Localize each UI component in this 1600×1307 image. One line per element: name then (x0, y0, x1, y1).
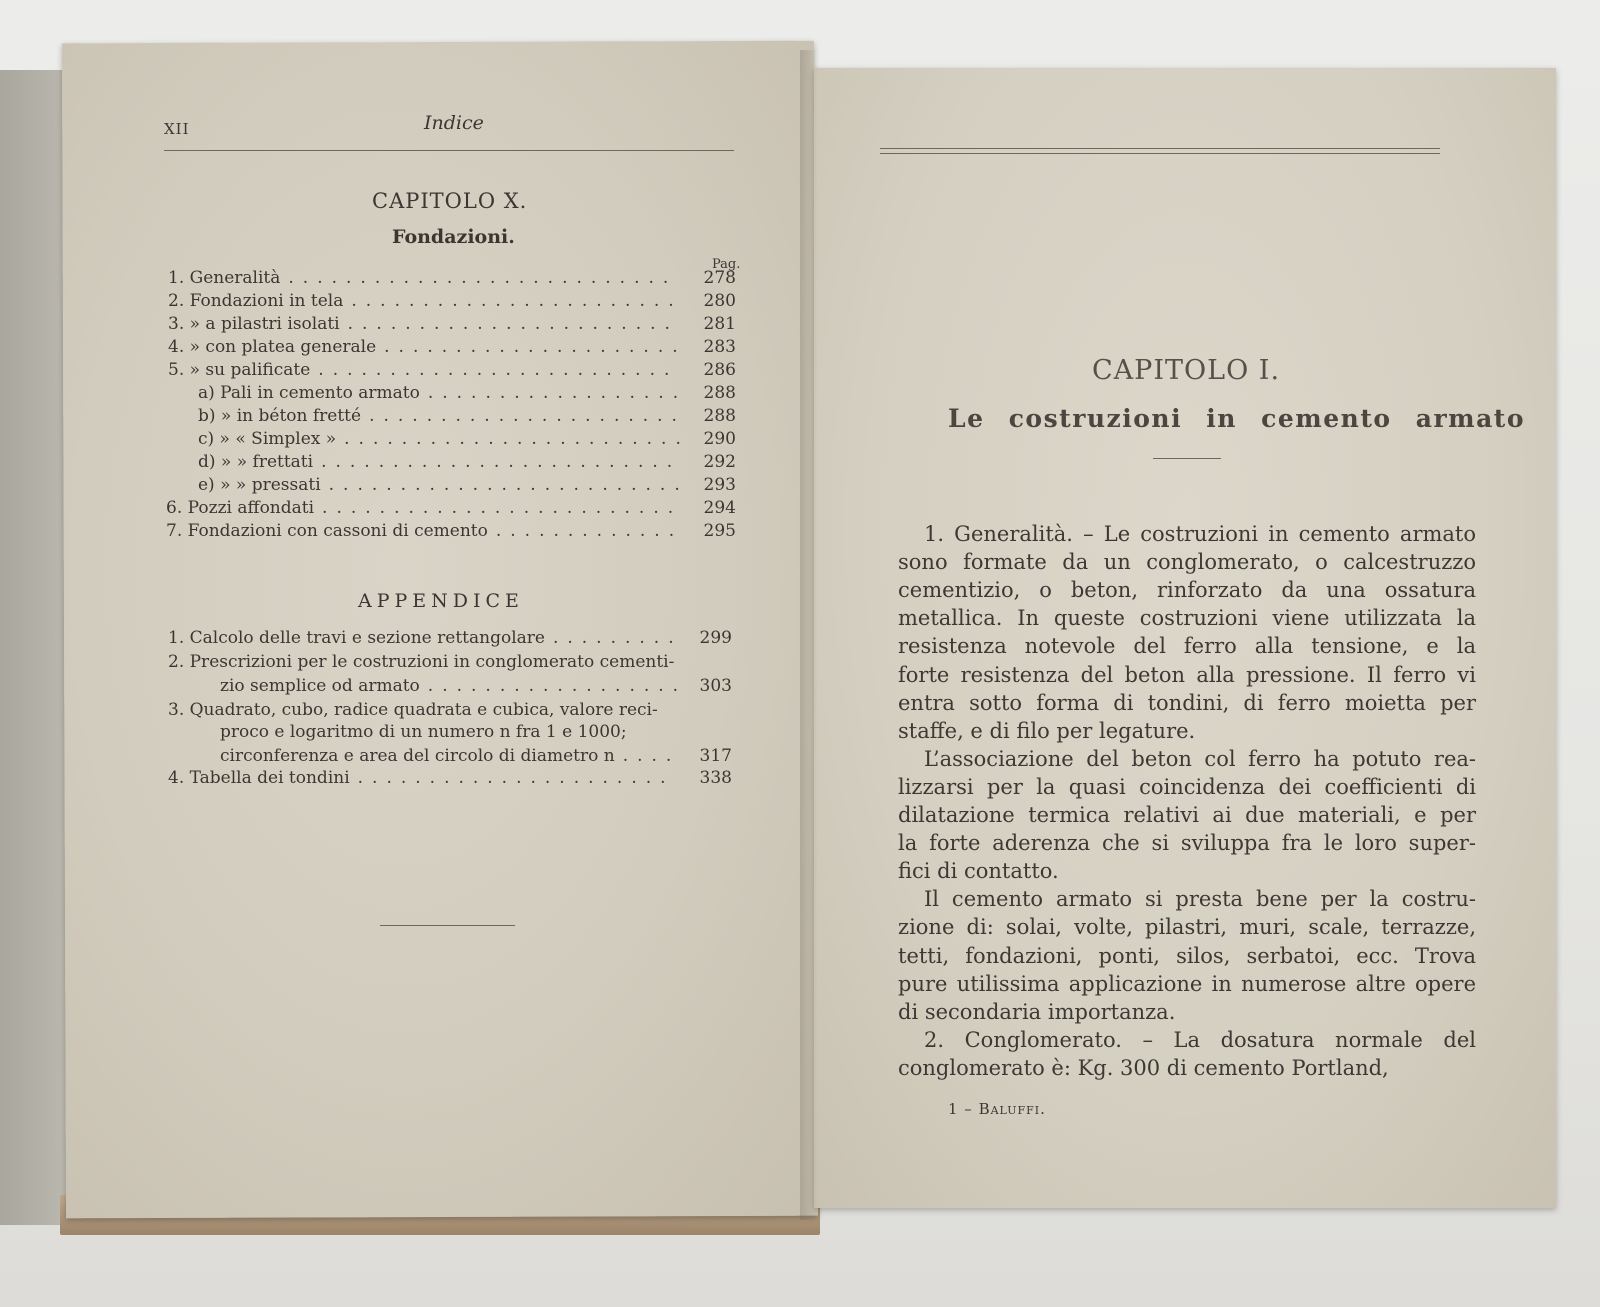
toc-entry (166, 521, 736, 543)
chapter-subtitle-right: Le costruzioni in cemento armato (948, 404, 1526, 433)
appendix-entry-label: 3. Quadrato, cubo, radice quadrata e cubica, valore reci- (168, 700, 658, 720)
body-text-line: conglomerato è: Kg. 300 di cemento Portland, (898, 1055, 1389, 1080)
toc-leader-dots: .................. (427, 383, 688, 403)
appendix-leader-dots: ...................... (357, 768, 675, 788)
toc-entry (198, 383, 736, 405)
toc-leader-dots: ......................... (321, 452, 682, 472)
appendix-entry-page: 299 (699, 628, 732, 648)
toc-entry (168, 291, 736, 313)
toc-entry-label: 1. Generalità (168, 268, 281, 288)
toc-entry-label: d) » » frettati (198, 452, 314, 472)
header-rule-right-bottom (880, 153, 1440, 154)
body-text-line: metallica. In queste costruzioni viene utilizzata la (898, 606, 1476, 631)
chapter-heading-left: CAPITOLO X. (372, 189, 528, 213)
appendix-leader-dots: .... (622, 746, 681, 766)
toc-entry-page: 288 (703, 383, 736, 403)
header-rule-right-top (880, 148, 1440, 149)
toc-entry-label: c) » « Simplex » (198, 429, 337, 449)
appendix-entry (168, 628, 732, 650)
body-text-line: la forte aderenza che si sviluppa fra le loro super- (898, 831, 1476, 856)
toc-entry-page: 281 (703, 314, 736, 334)
toc-leader-dots: ....................... (351, 291, 683, 311)
chapter-subtitle-left: Fondazioni. (392, 226, 515, 248)
toc-entry-page: 278 (703, 268, 736, 288)
toc-entry-label: a) Pali in cemento armato (198, 383, 420, 403)
toc-entry (168, 314, 736, 336)
toc-entry-page: 290 (703, 429, 736, 449)
toc-leader-dots: ...................... (369, 406, 686, 426)
book-gutter (800, 50, 830, 1220)
toc-leader-dots: ..................... (384, 337, 687, 357)
toc-leader-dots: ........................ (344, 429, 690, 449)
appendix-leader-dots: .................. (427, 676, 688, 696)
toc-entry-page: 286 (703, 360, 736, 380)
toc-leader-dots: ......................... (318, 360, 679, 380)
body-text-line: resistenza notevole del ferro alla tensione, e la (898, 634, 1476, 659)
toc-leader-dots: ......................... (322, 498, 683, 518)
appendix-entry-label: 4. Tabella dei tondini (168, 768, 350, 788)
body-text-line: sono formate da un conglomerato, o calcestruzzo (898, 550, 1476, 575)
toc-entry-page: 280 (703, 291, 736, 311)
toc-entry-label: b) » in béton fretté (198, 406, 362, 426)
body-text-line: fici di contatto. (898, 859, 1059, 884)
appendix-entry (220, 676, 732, 698)
toc-entry-label: 5. » su palificate (168, 360, 311, 380)
header-rule (164, 150, 734, 151)
toc-entry-label: 2. Fondazioni in tela (168, 291, 344, 311)
body-text-line: zione di: solai, volte, pilastri, muri, scale, terrazze, (898, 915, 1476, 940)
chapter-separator (1153, 458, 1221, 459)
appendix-entry-label: circonferenza e area del circolo di diametro n (220, 746, 615, 766)
toc-entry (168, 360, 736, 382)
page-number: XII (164, 120, 190, 138)
toc-entry-label: e) » » pressati (198, 475, 321, 495)
toc-entry (198, 406, 736, 428)
appendix-entry (168, 700, 732, 722)
toc-entry (166, 498, 736, 520)
toc-entry-label: 7. Fondazioni con cassoni di cemento (166, 521, 488, 541)
body-text-line: pure utilissima applicazione in numerose altre opere (898, 971, 1476, 996)
body-text-line: tetti, fondazioni, ponti, silos, serbatoi, ecc. Trova (898, 943, 1476, 968)
toc-entry (198, 452, 736, 474)
appendix-entry (168, 768, 732, 790)
appendix-entry (220, 746, 732, 768)
page-footer: 1 – Baluffi. (948, 1100, 1046, 1118)
appendix-entry-label: zio semplice od armato (220, 676, 420, 696)
running-title: Indice (424, 112, 484, 134)
body-text-line: forte resistenza del beton alla pressione. Il ferro vi (898, 662, 1476, 687)
toc-leader-dots: ........................... (288, 268, 678, 288)
toc-leader-dots: ......................... (328, 475, 689, 495)
toc-entry (168, 337, 736, 359)
body-text-line: entra sotto forma di tondini, di ferro moietta per (898, 690, 1476, 715)
toc-entry-page: 295 (703, 521, 736, 541)
appendix-entry-page: 317 (699, 746, 732, 766)
appendix-entry-label: 1. Calcolo delle travi e sezione rettangolare (168, 628, 545, 648)
toc-entry-page: 292 (703, 452, 736, 472)
toc-entry-page: 288 (703, 406, 736, 426)
appendix-entry-page: 338 (699, 768, 732, 788)
body-text-line: di secondaria importanza. (898, 999, 1176, 1024)
appendix-title: APPENDICE (358, 590, 524, 612)
body-text-line: staffe, e di filo per legature. (898, 718, 1196, 743)
toc-leader-dots: ....................... (347, 314, 679, 334)
toc-entry (198, 475, 736, 497)
toc-entry-label: 3. » a pilastri isolati (168, 314, 340, 334)
body-text-line: L’associazione del beton col ferro ha potuto rea- (924, 746, 1476, 771)
toc-entry-page: 294 (703, 498, 736, 518)
toc-entry-label: 6. Pozzi affondati (166, 498, 315, 518)
appendix-entry-label: proco e logaritmo di un numero n fra 1 e 1000; (220, 722, 627, 742)
toc-entry-label: 4. » con platea generale (168, 337, 377, 357)
body-text-line: 2. Conglomerato. – La dosatura normale del (924, 1027, 1476, 1052)
body-text-line: Il cemento armato si presta bene per la costru- (924, 887, 1476, 912)
body-text-line: lizzarsi per la quasi coincidenza dei coefficienti di (898, 774, 1476, 799)
toc-entry-page: 283 (703, 337, 736, 357)
toc-leader-dots: ............. (495, 521, 684, 541)
body-text-line: 1. Generalità. – Le costruzioni in cemento armato (924, 522, 1476, 546)
chapter-heading-right: CAPITOLO I. (1092, 355, 1281, 386)
toc-entry (198, 429, 736, 451)
appendix-entry-label: 2. Prescrizioni per le costruzioni in conglomerato cementi- (168, 652, 675, 672)
appendix-leader-dots: ......... (552, 628, 683, 648)
appendix-entry-page: 303 (699, 676, 732, 696)
toc-entry (168, 268, 736, 290)
page-column-label: Pag. (712, 257, 741, 272)
end-rule (380, 925, 515, 926)
body-text-line: dilatazione termica relativi ai due materiali, e per (898, 803, 1476, 827)
body-text-line: cementizio, o beton, rinforzato da una ossatura (898, 578, 1476, 603)
toc-entry-page: 293 (703, 475, 736, 495)
appendix-entry (168, 652, 732, 674)
appendix-entry (220, 722, 732, 744)
